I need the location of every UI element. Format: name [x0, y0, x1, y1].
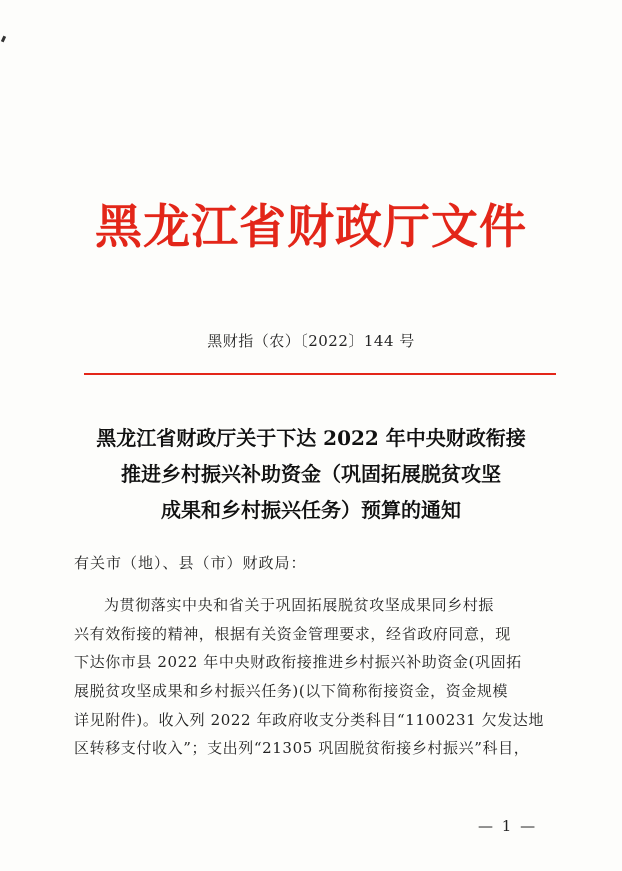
body-line: 下达你市县 2022 年中央财政衔接推进乡村振兴补助资金(巩固拓: [74, 653, 522, 672]
scan-mark: [1, 36, 6, 43]
body-text: [74, 591, 562, 763]
document-title: [60, 420, 562, 528]
issuer-header: 黑龙江省财政厅文件: [95, 200, 527, 255]
body-line: 区转移支付收入”；支出列“21305 巩固脱贫衔接乡村振兴”科目，: [74, 739, 530, 758]
body-line: 详见附件)。收入列 2022 年政府收支分类科目“1100231 欠发达地: [74, 710, 545, 729]
title-line: 推进乡村振兴补助资金（巩固拓展脱贫攻坚: [121, 462, 501, 486]
addressee-line: 有关市（地）、县（市）财政局：: [74, 554, 307, 572]
title-line: 成果和乡村振兴任务）预算的通知: [161, 498, 461, 522]
body-line: 兴有效衔接的精神，根据有关资金管理要求，经省政府同意，现: [74, 624, 511, 643]
body-line: 为贯彻落实中央和省关于巩固拓展脱贫攻坚成果同乡村振: [104, 596, 495, 614]
body-line: 展脱贫攻坚成果和乡村振兴任务)(以下简称衔接资金，资金规模: [74, 682, 509, 701]
red-separator-line: [84, 373, 556, 375]
document-number: 黑财指（农）〔2022〕144 号: [207, 332, 415, 350]
page-number: — 1 —: [478, 817, 538, 835]
title-line: 黑龙江省财政厅关于下达 2022 年中央财政衔接: [96, 426, 526, 450]
